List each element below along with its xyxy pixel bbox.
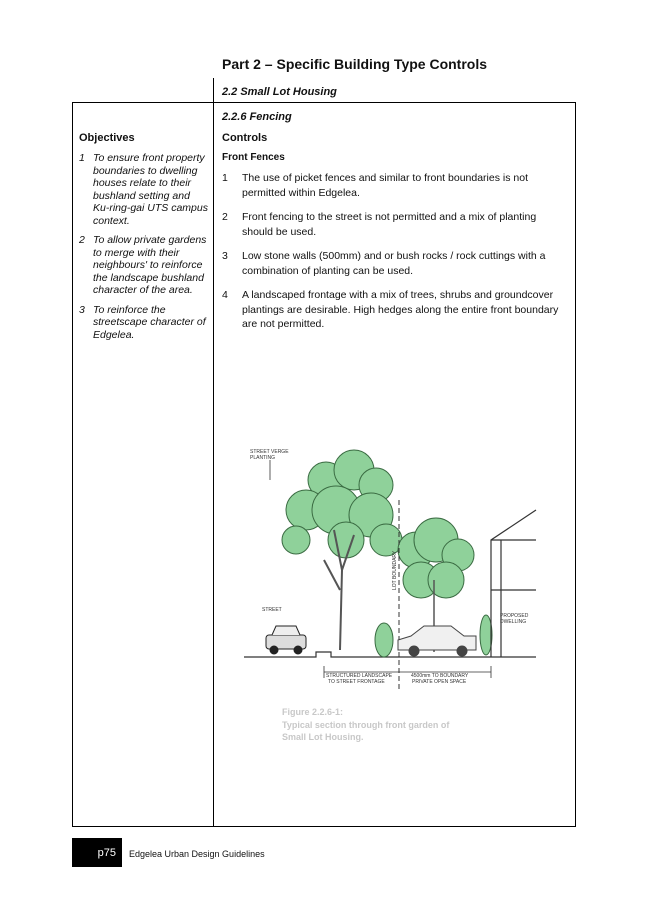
column-divider xyxy=(213,102,214,827)
objective-item: 3 To reinforce the streetscape character of Edgelea. xyxy=(79,303,206,341)
objective-item: 2 To allow private gardens to merge with their neighbours' to reinforce the landscape bushland character of the area. xyxy=(79,234,207,296)
label-street: STREET xyxy=(262,607,282,613)
footer-title: Edgelea Urban Design Guidelines xyxy=(129,849,265,859)
controls-list xyxy=(222,171,568,342)
label-planting: PLANTING xyxy=(250,455,276,461)
objectives-heading: Objectives xyxy=(79,132,135,144)
header-divider xyxy=(213,78,214,103)
proposed-dwelling xyxy=(491,510,536,657)
label-frontage: TO STREET FRONTAGE xyxy=(328,679,385,685)
label-verge: STREET VERGE xyxy=(250,449,289,455)
street-tree xyxy=(282,450,402,558)
objectives-list xyxy=(79,152,209,348)
page-title: Part 2 – Specific Building Type Controls xyxy=(222,56,488,72)
shrub xyxy=(375,623,393,657)
page-number: p75 xyxy=(72,838,122,867)
front-fences-heading: Front Fences xyxy=(222,152,285,163)
control-item: 4 A landscaped frontage with a mix of trees, shrubs and groundcover plantings are desirable. High hedges along the entire front boundary are not permitted. xyxy=(222,289,559,330)
objective-item: 1 To ensure front property boundaries to dwelling houses relate to their bushland setting and Ku-ring-gai UTS campus context. xyxy=(79,152,208,227)
label-pos: PRIVATE OPEN SPACE xyxy=(412,679,467,685)
label-dist: 4500mm TO BOUNDARY xyxy=(411,673,469,679)
garden-car xyxy=(398,626,476,656)
control-item: 1 The use of picket fences and similar to front boundaries is not permitted within Edgelea. xyxy=(222,172,528,199)
control-item: 2 Front fencing to the street is not permitted and a mix of planting should be used. xyxy=(222,211,537,238)
control-item: 3 Low stone walls (500mm) and or bush rocks / rock cuttings with a combination of planting can be used. xyxy=(222,250,546,277)
shrub xyxy=(480,615,492,655)
garden-tree xyxy=(398,518,474,598)
label-structured: STRUCTURED LANDSCAPE xyxy=(326,673,393,679)
controls-heading: Controls xyxy=(222,132,268,144)
garden-section-figure xyxy=(236,440,566,700)
subsection-title: 2.2.6 Fencing xyxy=(222,111,292,123)
label-lot-boundary: LOT BOUNDARY xyxy=(392,550,398,590)
street-car xyxy=(266,626,306,654)
section-title: 2.2 Small Lot Housing xyxy=(222,86,337,98)
label-proposed: PROPOSED xyxy=(500,613,529,619)
figure-caption: Figure 2.2.6-1: Typical section through front garden of Small Lot Housing. xyxy=(282,707,450,742)
label-dwelling: DWELLING xyxy=(500,619,527,625)
